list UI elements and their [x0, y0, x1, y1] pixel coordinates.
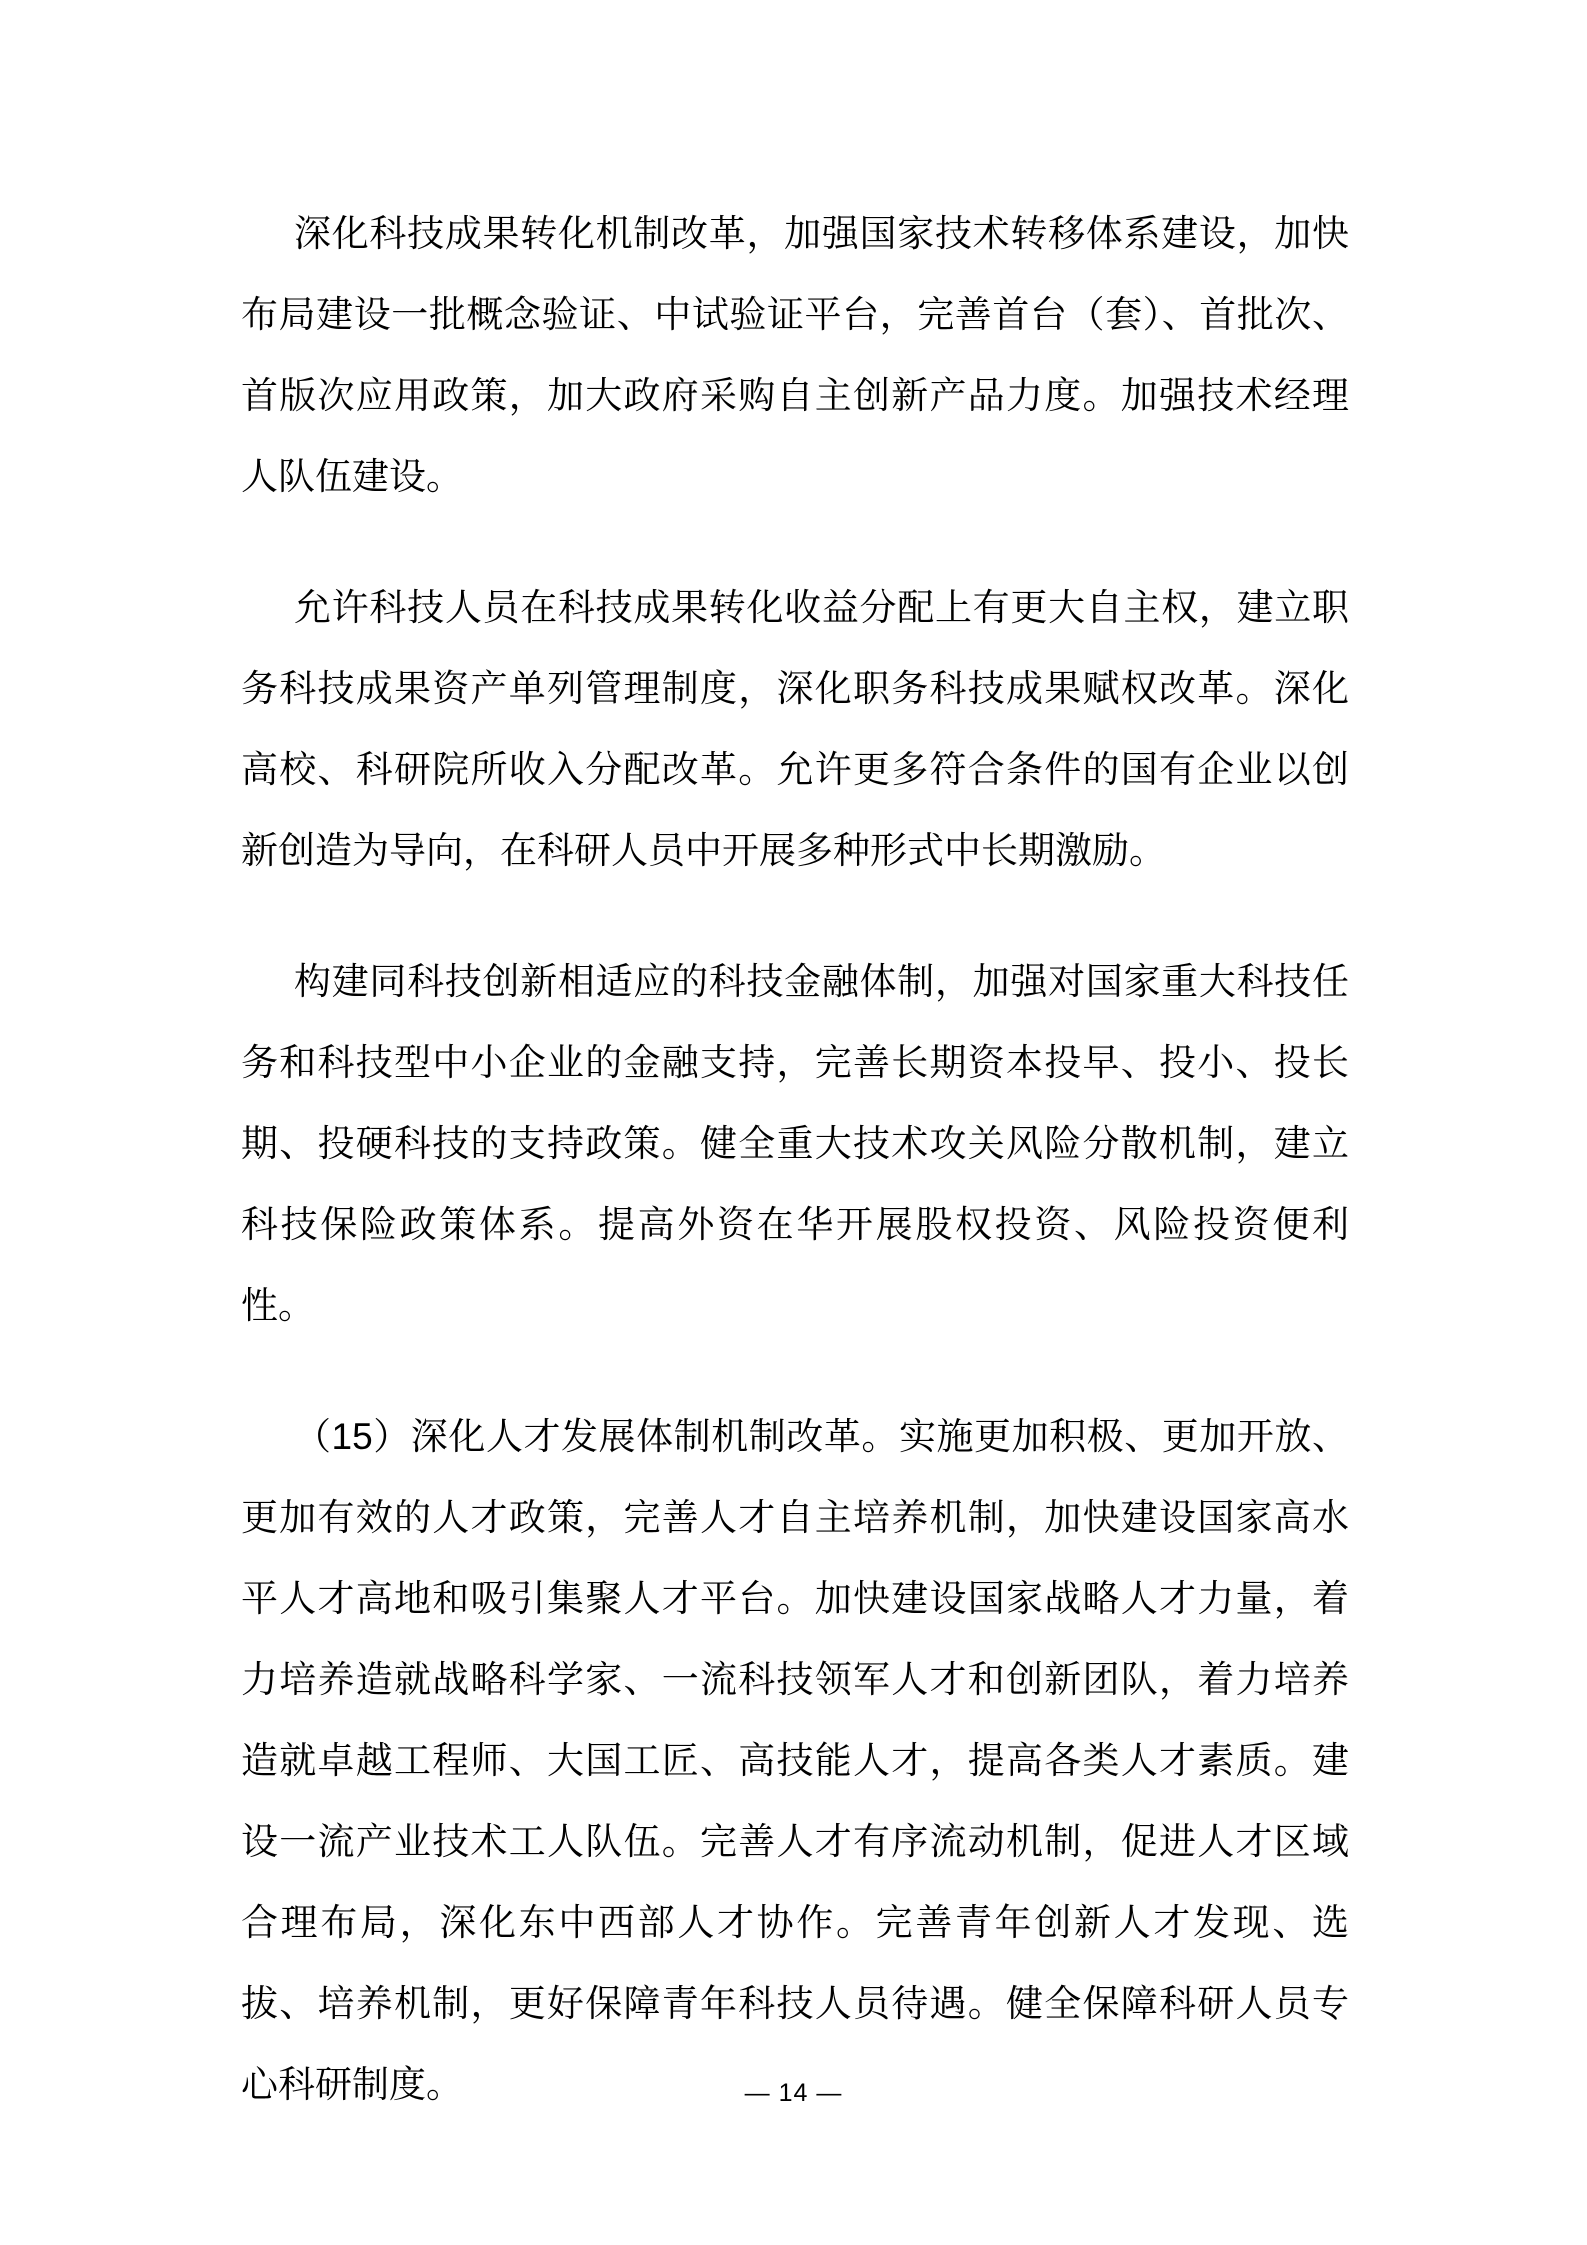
page-footer [0, 2078, 1587, 2108]
body-paragraph: 允许科技人员在科技成果转化收益分配上有更大自主权，建立职务科技成果资产单列管理制度，深化职务科技成果赋权改革。深化高校、科研院所收入分配改革。允许更多符合条件的国有企业以创新创造为导向，在科研人员中开展多种形式中长期激励。 [241, 587, 1349, 871]
document-body [241, 193, 1349, 2175]
body-paragraph: （15）深化人才发展体制机制改革。实施更加积极、更加开放、更加有效的人才政策，完善人才自主培养机制，加快建设国家高水平人才高地和吸引集聚人才平台。加快建设国家战略人才力量，着力培养造就战略科学家、一流科技领军人才和创新团队，着力培养造就卓越工程师、大国工匠、高技能人才，提高各类人才素质。建设一流产业技术工人队伍。完善人才有序流动机制，促进人才区域合理布局，深化东中西部人才协作。完善青年创新人才发现、选拔、培养机制，更好保障青年科技人员待遇。健全保障科研人员专心科研制度。 [241, 1416, 1349, 2105]
body-paragraph: 深化科技成果转化机制改革，加强国家技术转移体系建设，加快布局建设一批概念验证、中试验证平台，完善首台（套）、首批次、首版次应用政策，加大政府采购自主创新产品力度。加强技术经理人队伍建设。 [241, 213, 1349, 497]
body-paragraph: 构建同科技创新相适应的科技金融体制，加强对国家重大科技任务和科技型中小企业的金融支持，完善长期资本投早、投小、投长期、投硬科技的支持政策。健全重大技术攻关风险分散机制，建立科技保险政策体系。提高外资在华开展股权投资、风险投资便利性。 [241, 961, 1349, 1326]
page-number: — 14 — [744, 2079, 843, 2107]
